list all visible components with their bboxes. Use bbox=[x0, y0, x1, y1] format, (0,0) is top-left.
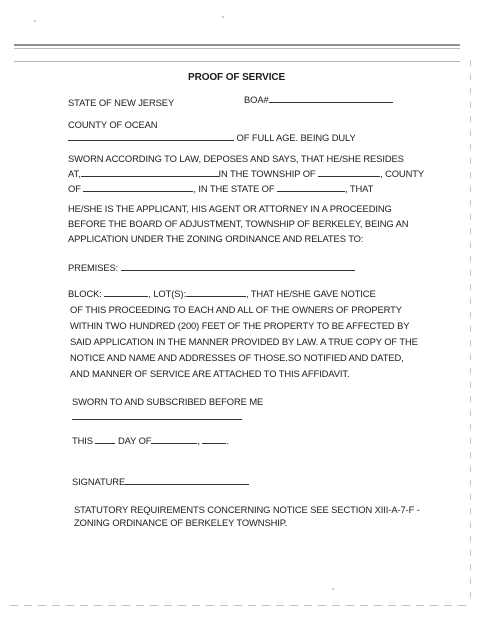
block-lot-line: BLOCK: , LOT(S): , THAT HE/SHE GAVE NOTICE bbox=[68, 288, 376, 299]
scan-edge bbox=[10, 605, 470, 606]
boa-label: BOA# bbox=[244, 94, 393, 105]
scan-speck bbox=[332, 588, 334, 590]
name-field[interactable] bbox=[68, 132, 234, 141]
statutory-note: ZONING ORDINANCE OF BERKELEY TOWNSHIP. bbox=[74, 517, 288, 528]
state-field[interactable] bbox=[277, 183, 345, 192]
county-field[interactable] bbox=[83, 183, 193, 192]
notary-signature-field[interactable] bbox=[72, 419, 242, 420]
lots-field[interactable] bbox=[186, 288, 246, 297]
block-field[interactable] bbox=[104, 288, 148, 297]
body-line: NOTICE AND NAME AND ADDRESSES OF THOSE.SO NOTIFIED AND DATED, bbox=[70, 352, 404, 363]
name-line: OF FULL AGE. BEING DULY bbox=[68, 132, 356, 143]
month-field[interactable] bbox=[151, 435, 197, 444]
day-field[interactable] bbox=[95, 435, 115, 444]
boa-field[interactable] bbox=[269, 94, 393, 103]
header-rule bbox=[14, 61, 460, 62]
year-field[interactable] bbox=[202, 435, 226, 444]
body-line: OF THIS PROCEEDING TO EACH AND ALL OF THE OWNERS OF PROPERTY bbox=[70, 304, 402, 315]
sworn-label: SWORN TO AND SUBSCRIBED BEFORE ME bbox=[72, 396, 264, 407]
signature-line: SIGNATURE bbox=[72, 476, 249, 487]
body-line: WITHIN TWO HUNDRED (200) FEET OF THE PROPERTY TO BE AFFECTED BY bbox=[70, 320, 410, 331]
premises-field[interactable] bbox=[121, 262, 355, 271]
address-field[interactable] bbox=[81, 168, 219, 177]
scan-speck bbox=[34, 20, 36, 22]
address-line: AT, IN THE TOWNSHIP OF , COUNTY bbox=[68, 168, 425, 179]
body-line: SWORN ACCORDING TO LAW, DEPOSES AND SAYS, THAT HE/SHE RESIDES bbox=[68, 153, 404, 164]
body-line: APPLICATION UNDER THE ZONING ORDINANCE AND RELATES TO: bbox=[68, 233, 364, 244]
form-title: PROOF OF SERVICE bbox=[188, 72, 286, 83]
scan-speck bbox=[222, 16, 224, 18]
signature-field[interactable] bbox=[125, 476, 249, 485]
date-line: THIS DAY OF , . bbox=[72, 435, 229, 446]
body-line: SAID APPLICATION IN THE MANNER PROVIDED BY LAW. A TRUE COPY OF THE bbox=[70, 336, 418, 347]
statutory-note: STATUTORY REQUIREMENTS CONCERNING NOTICE SEE SECTION XIII-A-7-F - bbox=[74, 504, 420, 515]
county-line: OF , IN THE STATE OF , THAT bbox=[68, 183, 374, 194]
scan-artifact-line bbox=[14, 44, 460, 46]
body-line: AND MANNER OF SERVICE ARE ATTACHED TO THIS AFFIDAVIT. bbox=[70, 368, 350, 379]
state-label: STATE OF NEW JERSEY bbox=[68, 97, 175, 108]
body-line: BEFORE THE BOARD OF ADJUSTMENT, TOWNSHIP OF BERKELEY, BEING AN bbox=[68, 218, 409, 229]
body-line: HE/SHE IS THE APPLICANT, HIS AGENT OR ATTORNEY IN A PROCEEDING bbox=[68, 203, 392, 214]
township-field[interactable] bbox=[318, 168, 380, 177]
scan-edge bbox=[470, 60, 471, 600]
scan-artifact-line bbox=[14, 48, 460, 49]
premises-line: PREMISES: bbox=[68, 262, 355, 273]
county-label: COUNTY OF OCEAN bbox=[68, 119, 158, 130]
